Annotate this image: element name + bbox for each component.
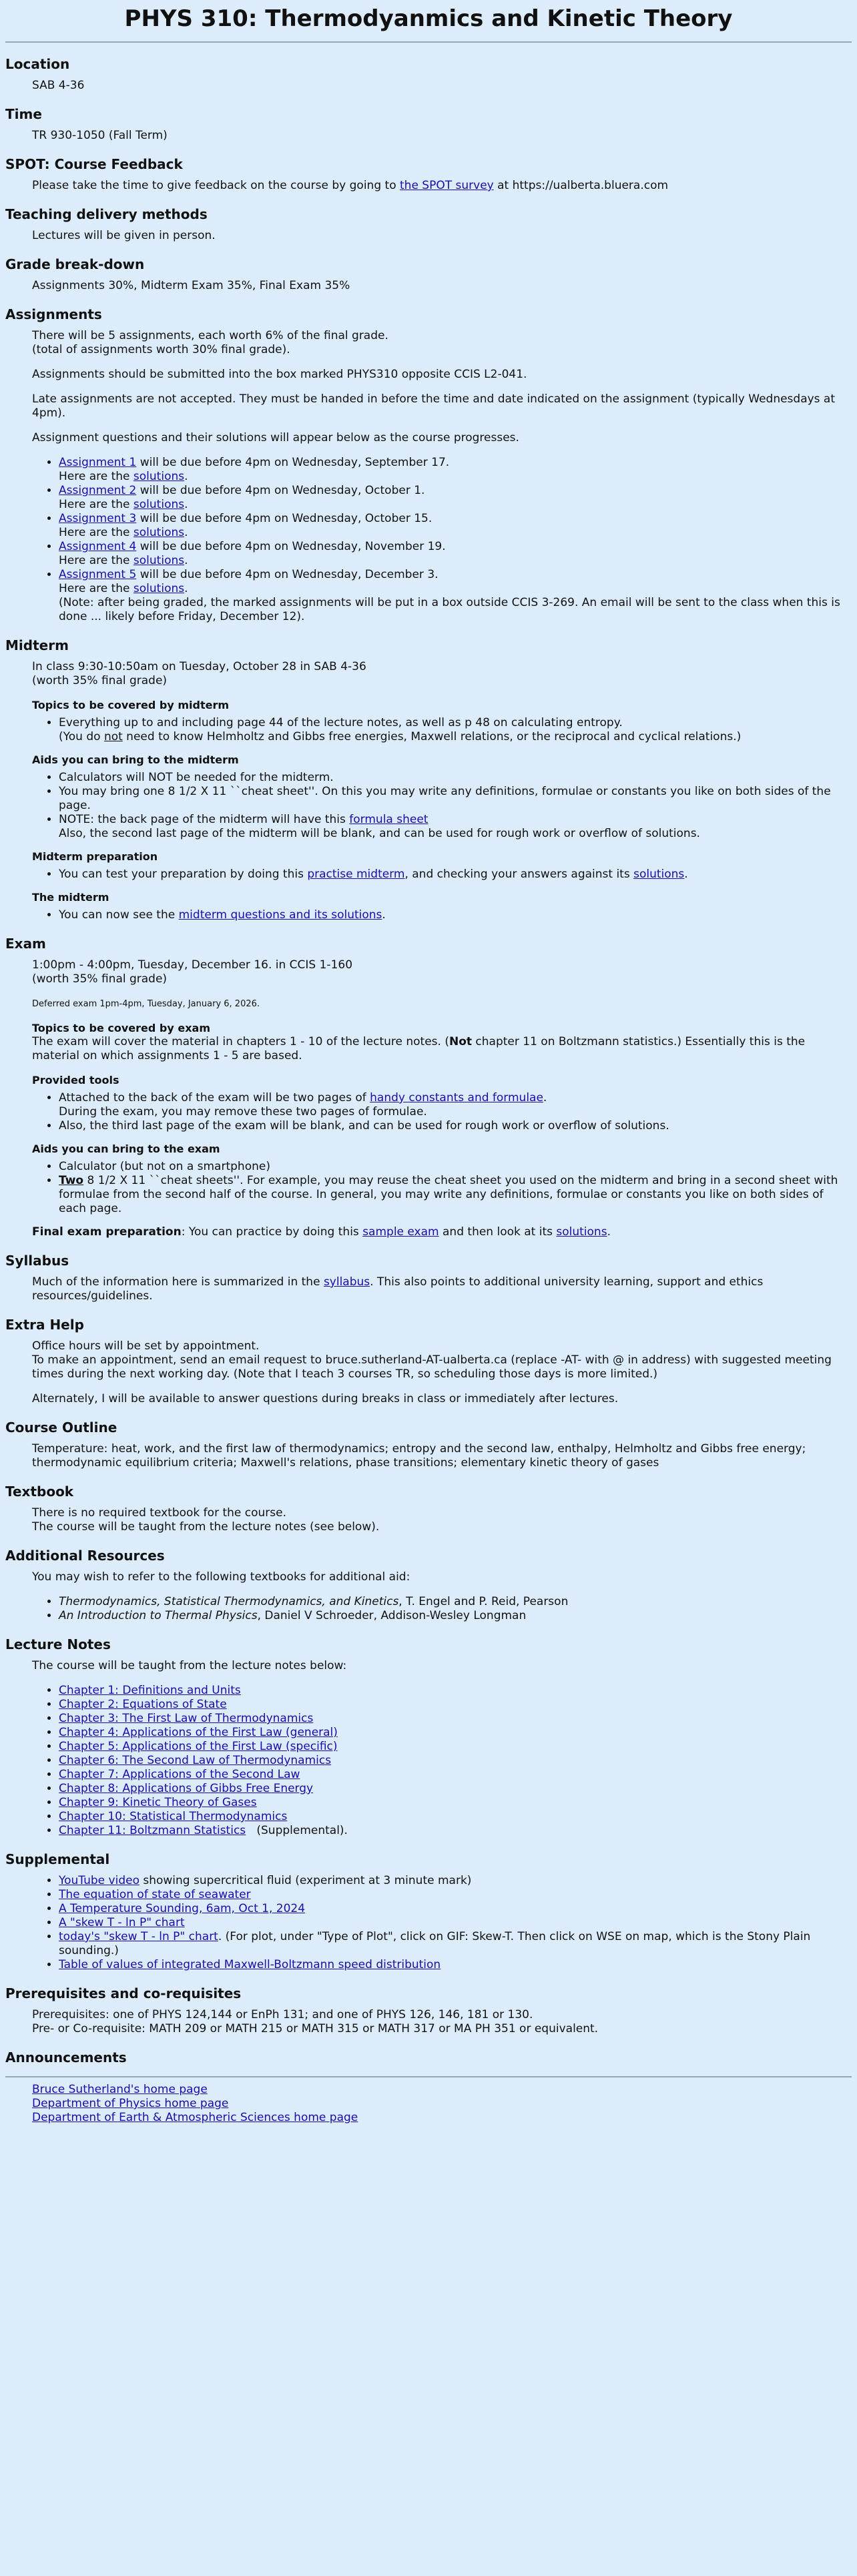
delivery-heading: Teaching delivery methods [5, 206, 208, 222]
list-item: • You can now see the midterm questions and its solutions. [59, 908, 852, 922]
list-item: • Assignment 3 will be due before 4pm on Wednesday, October 15. Here are the solutions. [59, 512, 852, 540]
announcements-heading: Announcements [5, 2049, 127, 2065]
list-item: • Assignment 2 will be due before 4pm on Wednesday, October 1. Here are the solutions. [59, 484, 852, 512]
page [0, 5, 857, 2125]
textbook-text: There is no required textbook for the course. The course will be taught from the lecture notes (see below). [32, 1506, 380, 1534]
assignment-5-solutions-link[interactable]: solutions [133, 582, 185, 595]
footer-divider [5, 2076, 852, 2077]
list-item: • today's "skew T - ln P" chart. (For plot, under "Type of Plot", click on GIF: Skew-T. Then click on WSE on map, which is the Stony Plain sounding.) [59, 1930, 852, 1958]
outline-text: Temperature: heat, work, and the first law of thermodynamics; entropy and the second law, enthalpy, Helmholtz and Gibbs free energy; thermodynamic equilibrium criteria; Maxwell's relations, phase transitions; elementary kinetic theory of gases [32, 1442, 806, 1470]
eas-home-link[interactable]: Department of Earth & Atmospheric Sciences home page [32, 2111, 358, 2124]
list-item: • Calculators will NOT be needed for the midterm. [59, 771, 852, 785]
assignment-1-solutions-link[interactable]: solutions [133, 470, 185, 483]
list-item [59, 1796, 852, 1810]
skew-t-chart-link[interactable]: A "skew T - ln P" chart [59, 1916, 185, 1929]
assignment-4-link[interactable]: Assignment 4 [59, 540, 137, 553]
seawater-eos-link[interactable]: The equation of state of seawater [59, 1888, 251, 1901]
exam-section [32, 958, 852, 1239]
notes-heading: Lecture Notes [5, 1636, 111, 1652]
help-office-hours: Office hours will be set by appointment. [32, 1339, 260, 1353]
list-item: • NOTE: the back page of the midterm will have this formula sheet Also, the second last page of the midterm will be blank, and can be used for rough work or overflow of solutions. [59, 813, 852, 841]
title-divider [5, 41, 852, 43]
syllabus-link[interactable]: syllabus [323, 1275, 370, 1289]
midterm-topics-heading: Topics to be covered by midterm [32, 699, 230, 711]
assignment-2-link[interactable]: Assignment 2 [59, 484, 137, 497]
help-appointment: To make an appointment, send an email request to bruce.sutherland-AT-ualberta.ca (replace -AT- with @ in address) with suggested meeting times during the next working day. (Note that I teach 3 courses TR, so scheduling those days is more limited.) [32, 1353, 832, 1381]
list-item: • You may bring one 8 1/2 X 11 ``cheat sheet''. On this you may write any definitions, formulae or constants you like on both sides of the page. [59, 785, 852, 813]
exam-heading: Exam [5, 936, 46, 952]
list-item: • Everything up to and including page 44 of the lecture notes, as well as p 48 on calculating entropy. (You do not need to know Helmholtz and Gibbs free energies, Maxwell relations, or the reciprocal and cyclical relations.) [59, 716, 852, 744]
grades-text: Assignments 30%, Midterm Exam 35%, Final Exam 35% [32, 279, 350, 292]
spot-survey-link[interactable]: the SPOT survey [400, 179, 494, 192]
chapter-10-link[interactable]: Chapter 10: Statistical Thermodynamics [59, 1810, 288, 1823]
list-item [59, 1810, 852, 1824]
chapter-4-link[interactable]: Chapter 4: Applications of the First Law (general) [59, 1726, 338, 1739]
formula-sheet-link[interactable]: formula sheet [349, 813, 429, 826]
exam-topics-heading: Topics to be covered by exam [32, 1022, 210, 1034]
physics-home-link[interactable]: Department of Physics home page [32, 2097, 229, 2110]
assignments-heading: Assignments [5, 306, 102, 322]
supplemental-section [32, 1874, 852, 1972]
list-item: • Assignment 4 will be due before 4pm on Wednesday, November 19. Here are the solutions. [59, 540, 852, 568]
list-item: • Calculator (but not on a smartphone) [59, 1160, 852, 1174]
list-item: • An Introduction to Thermal Physics, Daniel V Schroeder, Addison-Wesley Longman [59, 1609, 852, 1623]
chapter-5-link[interactable]: Chapter 5: Applications of the First Law (specific) [59, 1740, 338, 1753]
supplemental-heading: Supplemental [5, 1851, 110, 1867]
assignment-3-link[interactable]: Assignment 3 [59, 512, 137, 525]
chapter-1-link[interactable]: Chapter 1: Definitions and Units [59, 1684, 241, 1697]
chapter-6-link[interactable]: Chapter 6: The Second Law of Thermodynamics [59, 1754, 332, 1767]
chapter-3-link[interactable]: Chapter 3: The First Law of Thermodynamics [59, 1712, 314, 1725]
midterm-section [32, 660, 852, 922]
list-item [59, 1754, 852, 1768]
temperature-sounding-link[interactable]: A Temperature Sounding, 6am, Oct 1, 2024 [59, 1902, 306, 1915]
notes-intro: The course will be taught from the lecture notes below: [32, 1659, 347, 1672]
spot-text: Please take the time to give feedback on the course by going to the SPOT survey at https://ualberta.bluera.com [32, 179, 669, 192]
final-exam-prep: Final exam preparation: You can practice by doing this sample exam and then look at its solutions. [32, 1225, 611, 1239]
exam-tools-heading: Provided tools [32, 1074, 119, 1086]
chapter-8-link[interactable]: Chapter 8: Applications of Gibbs Free Energy [59, 1782, 314, 1795]
assignment-3-solutions-link[interactable]: solutions [133, 526, 185, 539]
list-item: • You can test your preparation by doing this practise midterm, and checking your answers against its solutions. [59, 868, 852, 882]
assignments-list [32, 456, 852, 624]
syllabus-text: Much of the information here is summarized in the syllabus. This also points to additional university learning, support and ethics resources/guidelines. [32, 1275, 764, 1303]
notes-section [32, 1659, 852, 1838]
list-item [59, 1782, 852, 1796]
list-item: • Assignment 5 will be due before 4pm on Wednesday, December 3. Here are the solutions. (Note: after being graded, the marked assignments will be put in a box outside CCIS 3-269. An email will be sent to the class when this is done ... likely before Friday, December 12). [59, 568, 852, 624]
list-item [59, 1740, 852, 1754]
exam-when: 1:00pm - 4:00pm, Tuesday, December 16. in CCIS 1-160 (worth 35% final grade) [32, 958, 353, 986]
spot-heading: SPOT: Course Feedback [5, 156, 183, 172]
list-item: • Chapter 11: Boltzmann Statistics (Supplemental). [59, 1824, 852, 1838]
midterm-when: In class 9:30-10:50am on Tuesday, October 28 in SAB 4-36 (worth 35% final grade) [32, 660, 366, 687]
maxwell-boltzmann-table-link[interactable]: Table of values of integrated Maxwell-Boltzmann speed distribution [59, 1958, 441, 1971]
list-item [59, 1768, 852, 1782]
list-item [59, 1902, 852, 1916]
location-text: SAB 4-36 [32, 79, 85, 92]
resources-section [32, 1570, 852, 1623]
list-item: • Also, the third last page of the exam will be blank, and can be used for rough work or overflow of solutions. [59, 1119, 852, 1133]
assignment-2-solutions-link[interactable]: solutions [133, 498, 185, 511]
outline-heading: Course Outline [5, 1419, 117, 1435]
help-alternate: Alternately, I will be available to answer questions during breaks in class or immediately after lectures. [32, 1392, 619, 1405]
list-item: • Two 8 1/2 X 11 ``cheat sheets''. For example, you may reuse the cheat sheet you used on the midterm and bring in a second sheet with formulae from the second half of the course. In general, you may write any definitions, formulae or constants you like on both sides of each page. [59, 1174, 852, 1216]
list-item: • YouTube video showing supercritical fluid (experiment at 3 minute mark) [59, 1874, 852, 1888]
assignments-count-text: There will be 5 assignments, each worth 6% of the final grade. (total of assignments worth 30% final grade). [32, 329, 388, 356]
list-item [59, 1958, 852, 1972]
sutherland-home-link[interactable]: Bruce Sutherland's home page [32, 2083, 208, 2096]
textbook-heading: Textbook [5, 1484, 74, 1500]
chapter-2-link[interactable]: Chapter 2: Equations of State [59, 1698, 227, 1711]
formulae-link[interactable]: handy constants and formulae [370, 1091, 543, 1104]
assignments-note: (Note: after being graded, the marked assignments will be put in a box outside CCIS 3-269. An email will be sent to the class when this is done ... likely before Friday, December 12). [59, 596, 840, 623]
list-item: • Assignment 1 will be due before 4pm on Wednesday, September 17. Here are the solutions. [59, 456, 852, 484]
prereq-text: Prerequisites: one of PHYS 124,144 or EnPh 131; and one of PHYS 126, 146, 181 or 130. Pre- or Co-requisite: MATH 209 or MATH 215 or MATH 315 or MATH 317 or MA PH 351 or equivalent. [32, 2008, 599, 2035]
page-title: PHYS 310: Thermodyanmics and Kinetic Theory [124, 5, 733, 32]
chapter-list [32, 1684, 852, 1838]
chapter-11-link[interactable]: Chapter 11: Boltzmann Statistics [59, 1824, 246, 1837]
sample-exam-link[interactable]: sample exam [362, 1225, 439, 1239]
list-item: • Thermodynamics, Statistical Thermodynamics, and Kinetics, T. Engel and P. Reid, Pearson [59, 1595, 852, 1609]
assignments-late-text: Late assignments are not accepted. They must be handed in before the time and date indicated on the assignment (typically Wednesdays at 4pm). [32, 392, 836, 420]
assignments-submit-text: Assignments should be submitted into the box marked PHYS310 opposite CCIS L2-041. [32, 368, 527, 381]
exam-aids-heading: Aids you can bring to the exam [32, 1143, 220, 1155]
list-item [59, 1684, 852, 1698]
exam-deferred: Deferred exam 1pm-4pm, Tuesday, January 6, 2026. [32, 999, 260, 1009]
assignment-1-link[interactable]: Assignment 1 [59, 456, 137, 469]
location-heading: Location [5, 56, 70, 72]
resources-intro: You may wish to refer to the following textbooks for additional aid: [32, 1570, 410, 1584]
assignment-4-solutions-link[interactable]: solutions [133, 554, 185, 567]
prereq-heading: Prerequisites and co-requisites [5, 1985, 242, 2001]
chapter-9-link[interactable]: Chapter 9: Kinetic Theory of Gases [59, 1796, 257, 1809]
the-midterm-heading: The midterm [32, 891, 109, 904]
list-item [59, 1698, 852, 1712]
sample-exam-solutions-link[interactable]: solutions [556, 1225, 607, 1239]
help-heading: Extra Help [5, 1317, 84, 1333]
help-section [32, 1339, 852, 1406]
midterm-solutions-link[interactable]: midterm questions and its solutions [178, 908, 382, 922]
list-item [59, 1726, 852, 1740]
list-item: • Attached to the back of the exam will be two pages of handy constants and formulae. During the exam, you may remove these two pages of formulae. [59, 1091, 852, 1119]
list-item [59, 1888, 852, 1902]
footer-links [32, 2083, 852, 2125]
midterm-aids-heading: Aids you can bring to the midterm [32, 753, 239, 766]
midterm-prep-heading: Midterm preparation [32, 850, 158, 863]
assignments-appear-text: Assignment questions and their solutions will appear below as the course progresses. [32, 431, 519, 444]
practise-midterm-link[interactable]: practise midterm [307, 868, 405, 881]
delivery-text: Lectures will be given in person. [32, 229, 216, 242]
time-text: TR 930-1050 (Fall Term) [32, 129, 168, 142]
assignment-5-link[interactable]: Assignment 5 [59, 568, 137, 581]
midterm-heading: Midterm [5, 637, 69, 653]
practise-midterm-solutions-link[interactable]: solutions [633, 868, 685, 881]
youtube-link[interactable]: YouTube video [59, 1874, 139, 1887]
syllabus-heading: Syllabus [5, 1253, 69, 1269]
todays-skew-t-link[interactable]: today's "skew T - ln P" chart [59, 1930, 218, 1943]
exam-topics-text: The exam will cover the material in chapters 1 - 10 of the lecture notes. (Not chapter 11 on Boltzmann statistics.) Essentially this is the material on which assignments 1 - 5 are based. [32, 1035, 806, 1062]
list-item [59, 1712, 852, 1726]
time-heading: Time [5, 106, 42, 122]
list-item [59, 1916, 852, 1930]
assignments-section [32, 329, 852, 624]
chapter-7-link[interactable]: Chapter 7: Applications of the Second Law [59, 1768, 300, 1781]
resources-heading: Additional Resources [5, 1548, 165, 1564]
grades-heading: Grade break-down [5, 256, 145, 272]
